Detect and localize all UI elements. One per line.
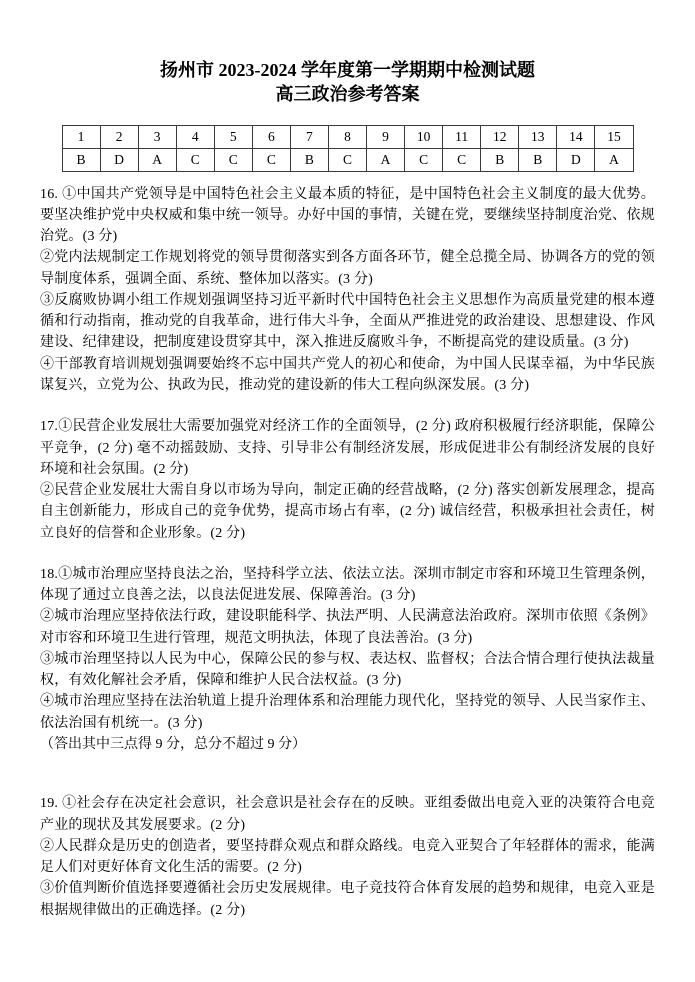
- answer-cell: C: [214, 148, 252, 171]
- answer-letter-row: [62, 148, 633, 171]
- answer-cell: B: [481, 148, 519, 171]
- answer-paragraph: ③反腐败协调小组工作规划强调坚持习近平新时代中国特色社会主义思想作为高质量党建的根本遵循和行动指南，推动党的自我革命，进行伟大斗争，全面从严推进党的政治建设、思想建设、作风建设、纪律建设，把制度建设贯穿其中，深入推进反腐败斗争，不断提高党的建设质量。(3 分): [40, 292, 655, 351]
- scoring-note: （答出其中三点得 9 分，总分不超过 9 分）: [40, 736, 306, 752]
- section-question-18: [40, 564, 655, 755]
- answer-cell: B: [62, 148, 100, 171]
- section-question-19: [40, 793, 655, 921]
- section-question-16: [40, 184, 655, 397]
- question-number-cell: 2: [100, 125, 138, 148]
- question-number-cell: 9: [367, 125, 405, 148]
- question-number-cell: 15: [595, 125, 633, 148]
- answer-paragraph: 17.①民营企业发展壮大需要加强党对经济工作的全面领导，(2 分) 政府积极履行经济职能，保障公平竞争，(2 分) 毫不动摇鼓励、支持、引导非公有制经济发展，形成促进非公有制经济发展的良好环境和社会氛围。(2 分): [40, 419, 655, 477]
- answer-cell: B: [519, 148, 557, 171]
- answer-cell: C: [405, 148, 443, 171]
- answer-cell: C: [176, 148, 214, 171]
- answer-cell: C: [252, 148, 290, 171]
- answer-paragraph: ③价值判断价值选择要遵循社会历史发展规律。电子竞技符合体育发展的趋势和规律，电竞入亚是根据规律做出的正确选择。(2 分): [40, 881, 655, 918]
- question-number-cell: 13: [519, 125, 557, 148]
- answer-cell: D: [557, 148, 595, 171]
- answer-paragraph: 16. ①中国共产党领导是中国特色社会主义最本质的特征，是中国特色社会主义制度的最大优势。要坚决维护党中央权威和集中统一领导。办好中国的事情，关键在党，要继续坚持制度治党、依规治党。(3 分): [40, 186, 655, 245]
- answer-paragraph: ②人民群众是历史的创造者，要坚持群众观点和群众路线。电竞入亚契合了年轻群体的需求，能满足人们对更好体育文化生活的需要。(2 分): [40, 838, 655, 876]
- document-title: 扬州市 2023-2024 学年度第一学期期中检测试题: [160, 60, 535, 80]
- answer-cell: C: [328, 148, 366, 171]
- question-number-cell: 3: [138, 125, 176, 148]
- question-number-cell: 14: [557, 125, 595, 148]
- answer-paragraph: ④干部教育培训规划强调要始终不忘中国共产党人的初心和使命，为中国人民谋幸福，为中华民族谋复兴，立党为公、执政为民，推动党的建设新的伟大工程向纵深发展。(3 分): [40, 356, 655, 393]
- answer-cell: A: [595, 148, 633, 171]
- document-subtitle: 高三政治参考答案: [275, 84, 420, 105]
- answer-cell: A: [367, 148, 405, 171]
- answer-paragraph: 19. ①社会存在决定社会意识，社会意识是社会存在的反映。亚组委做出电竞入亚的决策符合电竞产业的现状及其发展要求。(2 分): [40, 796, 655, 833]
- section-question-17: [40, 416, 655, 544]
- answer-paragraph: ②党内法规制定工作规划将党的领导贯彻落实到各方面各环节，健全总揽全局、协调各方的党的领导制度体系，强调全面、系统、整体加以落实。(3 分): [40, 250, 655, 287]
- answer-paragraph: ④城市治理应坚持在法治轨道上提升治理体系和治理能力现代化，坚持党的领导、人民当家作主、依法治国有机统一。(3 分): [40, 694, 655, 731]
- answer-paragraph: 18.①城市治理应坚持良法之治，坚持科学立法、依法立法。深圳市制定市容和环境卫生管理条例，体现了通过立良善之法，以良法促进发展、保障善治。(3 分): [40, 566, 655, 604]
- question-number-cell: 4: [176, 125, 214, 148]
- question-number-cell: 1: [62, 125, 100, 148]
- answer-key-table: [62, 125, 634, 172]
- answer-paragraph: ②民营企业发展壮大需自身以市场为导向，制定正确的经营战略，(2 分) 落实创新发展理念，提高自主创新能力，形成自己的竞争优势，提高市场占有率，(2 分) 诚信经营，积极承担社会责任，树立良好的信誉和企业形象。(2 分): [40, 483, 655, 541]
- answer-cell: B: [290, 148, 328, 171]
- question-number-cell: 8: [328, 125, 366, 148]
- question-number-row: [62, 125, 633, 148]
- answer-paragraph: ②城市治理应坚持依法行政，建设职能科学、执法严明、人民满意法治政府。深圳市依照《条例》对市容和环境卫生进行管理，规范文明执法，体现了良法善治。(3 分): [40, 609, 655, 646]
- answer-cell: A: [138, 148, 176, 171]
- question-number-cell: 11: [443, 125, 481, 148]
- question-number-cell: 5: [214, 125, 252, 148]
- answer-cell: D: [100, 148, 138, 171]
- question-number-cell: 10: [405, 125, 443, 148]
- question-number-cell: 12: [481, 125, 519, 148]
- answers-content: [40, 184, 655, 921]
- answer-cell: C: [443, 148, 481, 171]
- answer-paragraph: ③城市治理坚持以人民为中心，保障公民的参与权、表达权、监督权；合法合情合理行使执法裁量权，有效化解社会矛盾，保障和维护人民合法权益。(3 分): [40, 651, 655, 689]
- question-number-cell: 7: [290, 125, 328, 148]
- question-number-cell: 6: [252, 125, 290, 148]
